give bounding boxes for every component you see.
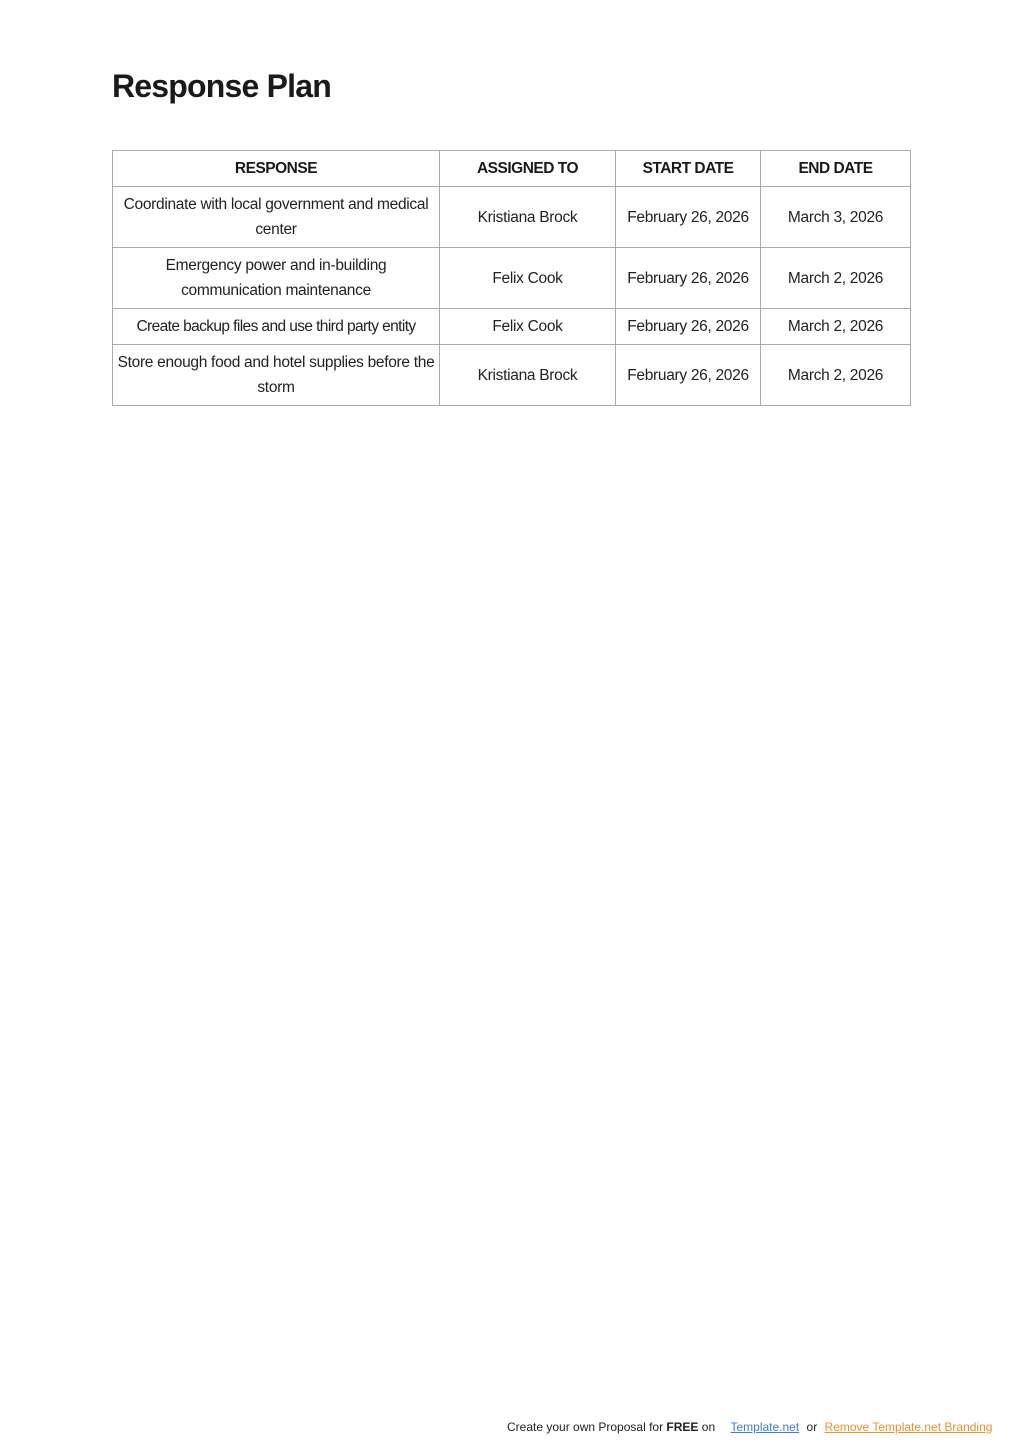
- cell-start-date: February 26, 2026: [616, 309, 761, 345]
- cell-end-date: March 2, 2026: [761, 248, 911, 309]
- cell-response: Store enough food and hotel supplies before the storm: [113, 345, 440, 406]
- cell-start-date: February 26, 2026: [616, 248, 761, 309]
- cell-assigned-to: Kristiana Brock: [440, 187, 616, 248]
- response-plan-table: [112, 150, 911, 406]
- remove-branding-link[interactable]: Remove Template.net Branding: [824, 1420, 993, 1434]
- cell-end-date: March 3, 2026: [761, 187, 911, 248]
- footer-branding: [507, 1420, 992, 1434]
- cell-assigned-to: Felix Cook: [440, 309, 616, 345]
- footer-prefix: Create your own Proposal for: [507, 1420, 667, 1434]
- cell-end-date: March 2, 2026: [761, 309, 911, 345]
- table-row: [113, 345, 911, 406]
- header-assigned-to: ASSIGNED TO: [440, 151, 616, 187]
- cell-response: Emergency power and in-building communication maintenance: [113, 248, 440, 309]
- table-header-row: [113, 151, 911, 187]
- header-response: RESPONSE: [113, 151, 440, 187]
- footer-or: or: [806, 1420, 818, 1434]
- footer-free: FREE: [666, 1420, 699, 1434]
- cell-response: Coordinate with local government and medical center: [113, 187, 440, 248]
- template-net-link[interactable]: Template.net: [730, 1420, 800, 1434]
- cell-start-date: February 26, 2026: [616, 345, 761, 406]
- cell-assigned-to: Felix Cook: [440, 248, 616, 309]
- table-row: [113, 309, 911, 345]
- header-start-date: START DATE: [616, 151, 761, 187]
- table-row: [113, 248, 911, 309]
- cell-end-date: March 2, 2026: [761, 345, 911, 406]
- cell-assigned-to: Kristiana Brock: [440, 345, 616, 406]
- page-title: Response Plan: [112, 68, 332, 104]
- table-row: [113, 187, 911, 248]
- header-end-date: END DATE: [761, 151, 911, 187]
- cell-start-date: February 26, 2026: [616, 187, 761, 248]
- footer-on: on: [698, 1420, 716, 1434]
- cell-response: Create backup files and use third party entity: [113, 309, 440, 345]
